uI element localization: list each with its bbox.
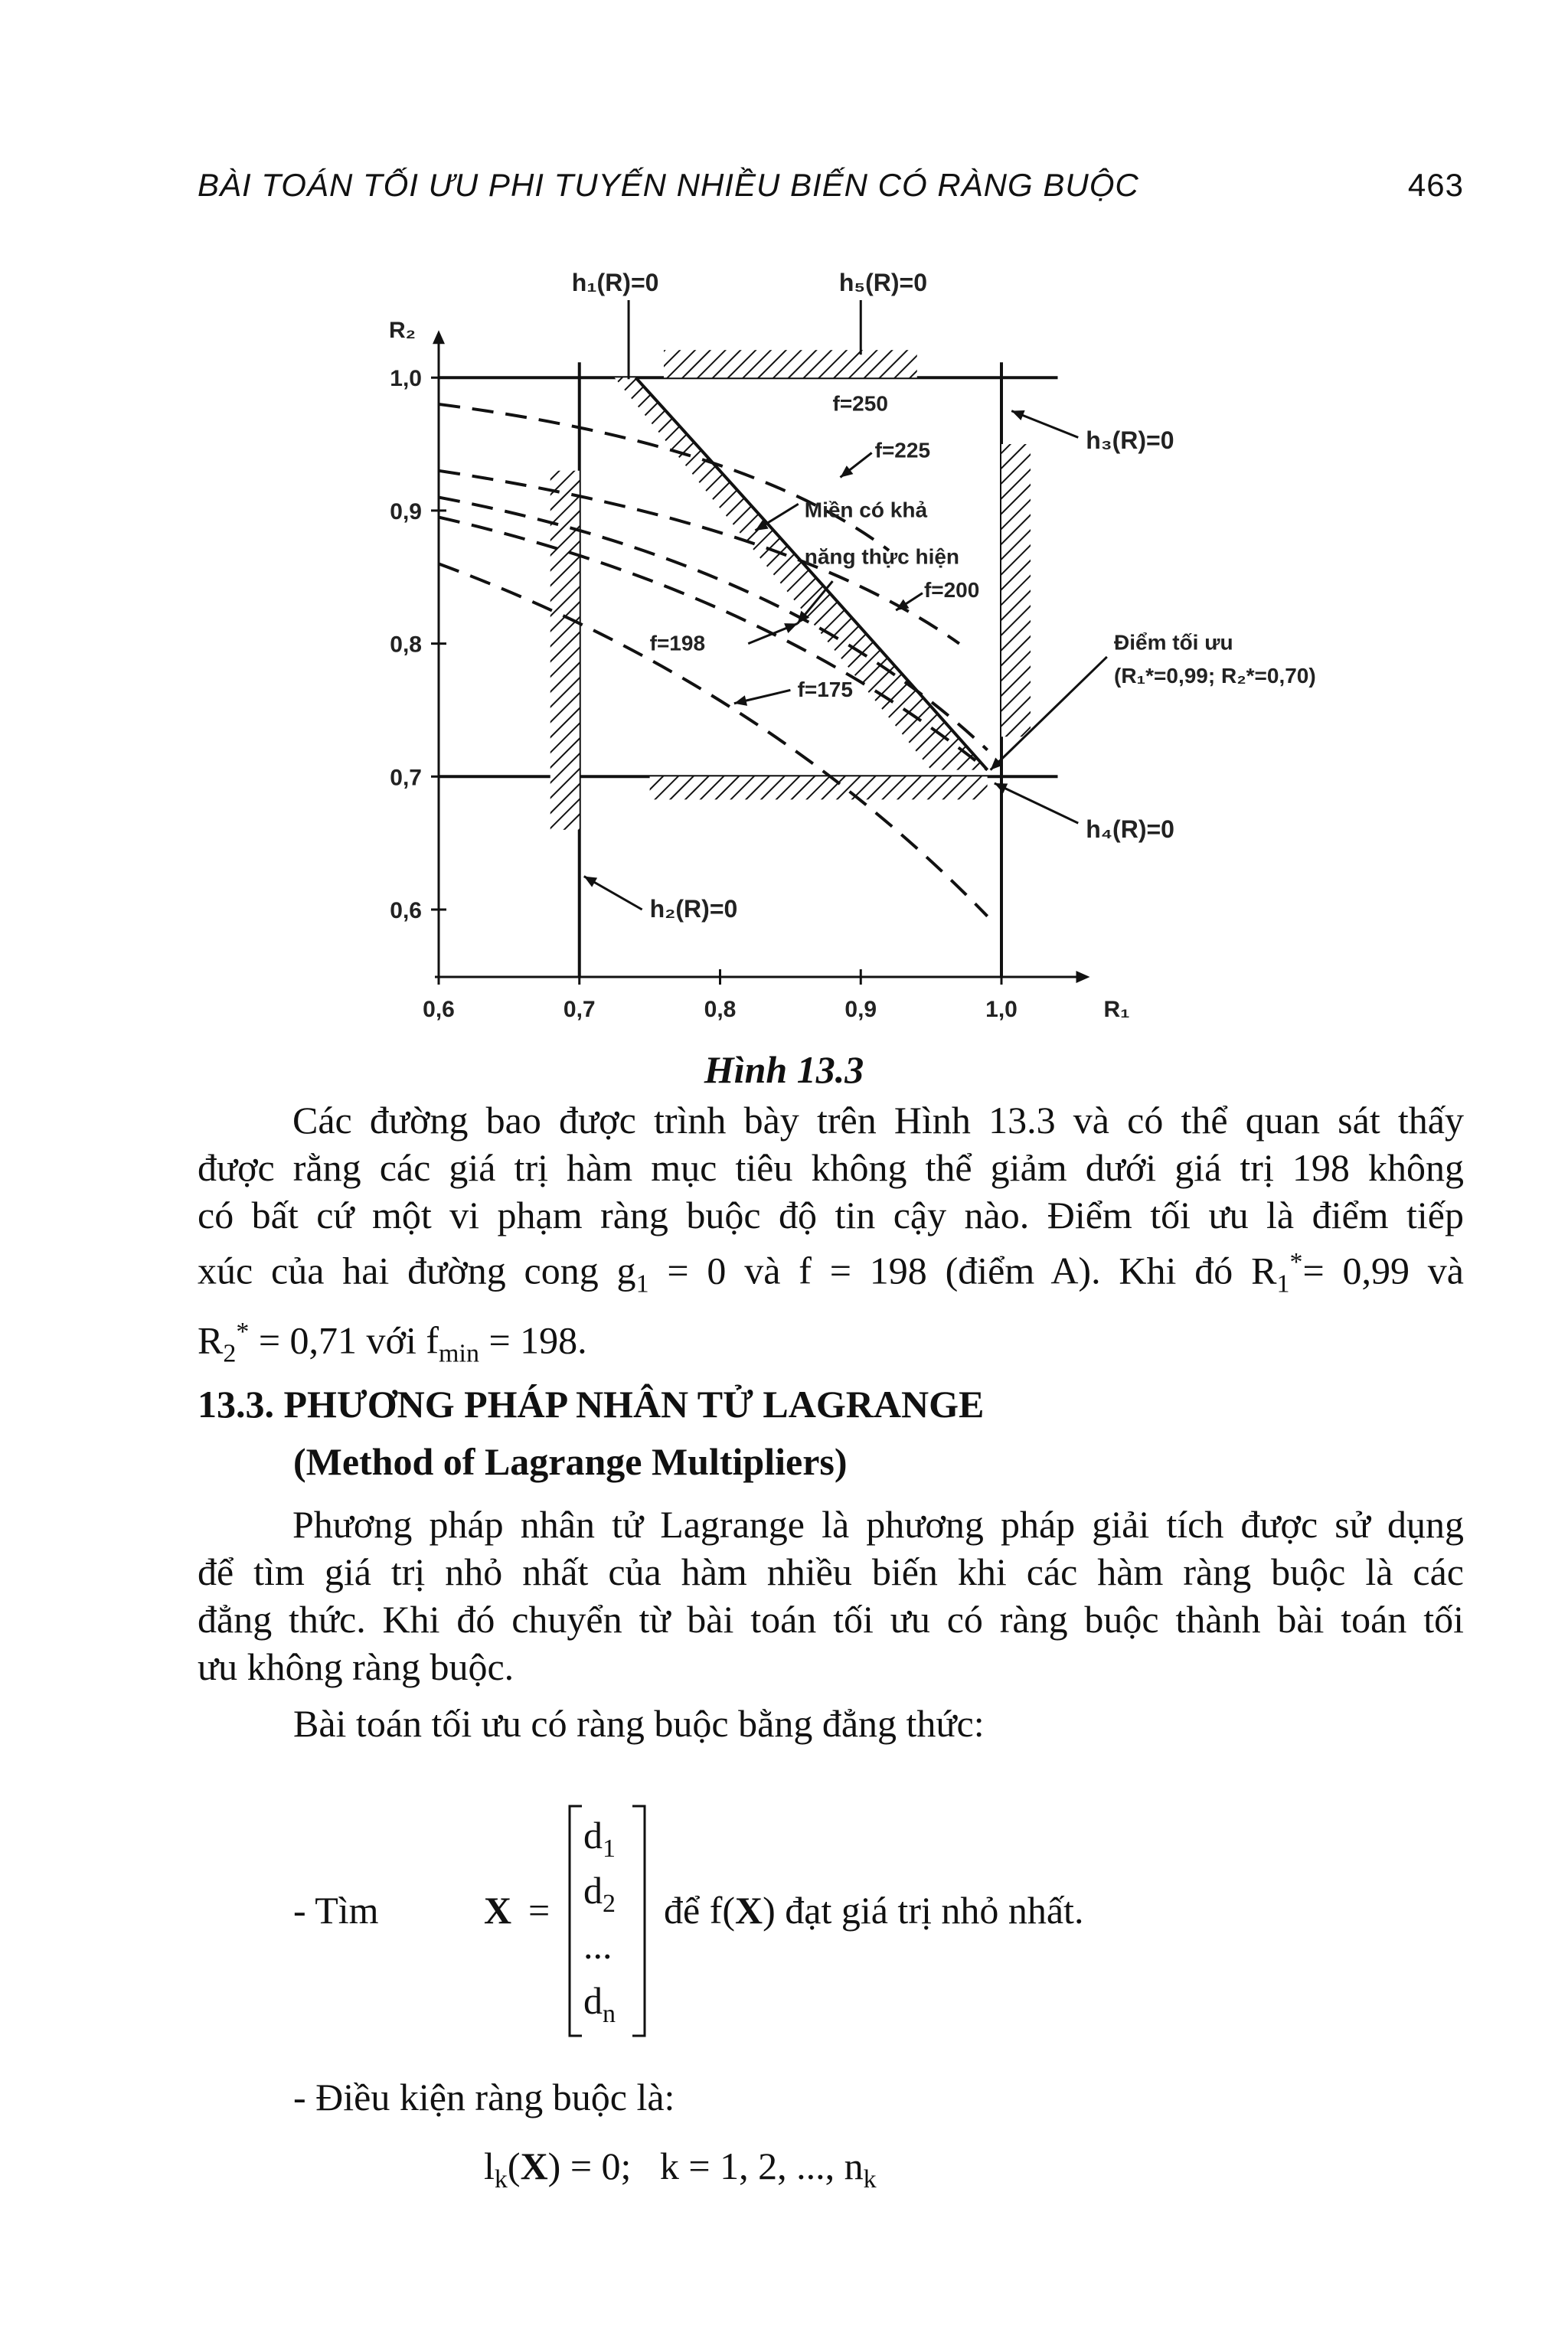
para2-line-4: ưu không ràng buộc.: [198, 1645, 514, 1688]
para2-line-1: Phương pháp nhân tử Lagrange là phương pháp giải tích được sử dụng: [292, 1503, 1464, 1546]
text: ) đạt giá trị nhỏ nhất.: [763, 1889, 1084, 1932]
arrow-f175-head: [734, 695, 747, 706]
figure-13-3: [322, 253, 1332, 1041]
x-tick-label: 0,9: [844, 997, 877, 1022]
label-f225: f=225: [874, 438, 931, 462]
para2-line-2: để tìm giá trị nhỏ nhất của hàm nhiều biến khi các hàm ràng buộc là các: [198, 1550, 1464, 1593]
text: X: [520, 2145, 548, 2187]
hatch-h3: [1001, 444, 1031, 737]
arrow-h3-head: [1011, 410, 1024, 420]
text: = 0 và f = 198 (điểm A). Khi đó R: [648, 1249, 1277, 1292]
hatch-h1: [615, 377, 988, 769]
label-optimum-2: (R₁*=0,99; R₂*=0,70): [1114, 664, 1316, 688]
sub: 1: [635, 1269, 649, 1298]
text: R: [198, 1318, 224, 1362]
y-tick-label: 0,7: [390, 765, 422, 791]
text: ...: [583, 1924, 612, 1967]
label-f198: f=198: [649, 631, 706, 655]
matrix-entry-4: [583, 1978, 616, 2029]
para2-line-3: đẳng thức. Khi đó chuyển từ bài toán tối ưu có ràng buộc thành bài toán tối: [198, 1598, 1464, 1641]
curve-h1: [635, 377, 987, 769]
figure-caption: Hình 13.3: [704, 1048, 864, 1091]
paragraph-3: Bài toán tối ưu có ràng buộc bằng đẳng thức:: [293, 1702, 985, 1745]
label-optimum-1: Điểm tối ưu: [1114, 630, 1233, 655]
contour-175: [439, 564, 988, 916]
x-tick-label: 0,8: [704, 997, 737, 1022]
sub: min: [439, 1339, 479, 1368]
matrix-variable: X: [484, 1889, 512, 1932]
text: (: [507, 2145, 521, 2187]
label-h4: h₄(R)=0: [1086, 815, 1174, 843]
sub: k: [863, 2165, 877, 2194]
section-title: PHƯƠNG PHÁP NHÂN TỬ LAGRANGE: [283, 1383, 985, 1426]
y-tick-label: 0,6: [390, 898, 422, 923]
hatch-h5: [664, 350, 917, 377]
paragraph-2: [198, 1501, 1464, 1690]
page-number: 463: [1407, 167, 1464, 203]
axes: [431, 330, 1090, 985]
text: d: [583, 1979, 603, 2022]
label-h3: h₃(R)=0: [1086, 426, 1174, 455]
y-axis-arrow: [433, 330, 445, 344]
x-axis-label: R₁: [1103, 997, 1130, 1022]
text: xúc của hai đường cong g: [198, 1249, 636, 1292]
text: để f(: [664, 1889, 735, 1932]
matrix-entry-2: [583, 1868, 616, 1919]
equals-sign: =: [528, 1889, 550, 1932]
text: d: [583, 1869, 603, 1912]
page-header: [198, 167, 1464, 204]
constraint-intro: - Điều kiện ràng buộc là:: [293, 2076, 675, 2118]
label-feasible-2: năng thực hiện: [804, 544, 960, 569]
x-tick-label: 0,6: [423, 997, 455, 1022]
text: = 0,99 và: [1302, 1249, 1464, 1292]
sub: k: [494, 2165, 508, 2194]
y-axis-label: R₂: [389, 318, 416, 344]
label-f250: f=250: [832, 391, 888, 416]
label-f200: f=200: [923, 577, 980, 602]
section-number: 13.3.: [198, 1383, 274, 1426]
label-h2: h₂(R)=0: [649, 895, 738, 923]
x-tick-label: 1,0: [985, 997, 1018, 1022]
paragraph-1: [198, 1096, 1464, 1377]
para1-line-4: [198, 1239, 1464, 1308]
constraint-equation: [484, 2144, 877, 2194]
sup: *: [236, 1317, 250, 1346]
label-h5: h₅(R)=0: [838, 269, 927, 296]
sub: 2: [223, 1339, 237, 1368]
x-axis-arrow: [1076, 971, 1090, 983]
arrow-h4: [995, 783, 1078, 823]
y-tick-label: 0,9: [390, 498, 422, 524]
y-tick-label: 0,8: [390, 632, 422, 658]
sub: 1: [603, 1834, 616, 1863]
para1-line-2: được rằng các giá trị hàm mục tiêu không thể giảm dưới giá trị 198 không: [198, 1146, 1464, 1189]
text: d: [583, 1814, 603, 1857]
para1-line-5: [198, 1308, 1464, 1378]
matrix-entry-3: [583, 1923, 612, 1968]
hatch-h4: [650, 776, 988, 799]
text: X: [735, 1889, 763, 1932]
sub: 1: [1276, 1269, 1290, 1298]
header-title: BÀI TOÁN TỐI ƯU PHI TUYẾN NHIỀU BIẾN CÓ RÀNG BUỘC: [198, 167, 1139, 203]
x-tick-label: 0,7: [563, 997, 596, 1022]
sub: n: [603, 2000, 616, 2028]
y-tick-label: 1,0: [390, 366, 422, 392]
find-suffix: [664, 1888, 1083, 1932]
text: l: [484, 2145, 495, 2187]
section-heading: [198, 1382, 984, 1426]
text: ) = 0; k = 1, 2, ..., n: [547, 2145, 864, 2187]
sup: *: [1289, 1248, 1303, 1276]
sub: 2: [603, 1890, 616, 1918]
para1-line-1: Các đường bao được trình bày trên Hình 13.3 và có thể quan sát thấy: [292, 1099, 1464, 1142]
matrix-entry-1: [583, 1813, 616, 1864]
text: = 198.: [479, 1318, 587, 1362]
text: = 0,71 với f: [249, 1318, 439, 1362]
label-f175: f=175: [797, 678, 853, 702]
para1-line-3: có bất cứ một vi phạm ràng buộc độ tin cậy nào. Điểm tối ưu là điểm tiếp: [198, 1194, 1464, 1236]
label-h1: h₁(R)=0: [571, 269, 659, 296]
find-prefix: - Tìm: [293, 1889, 379, 1932]
label-feasible-1: Miền có khả: [804, 498, 928, 522]
section-subtitle: (Method of Lagrange Multipliers): [293, 1440, 848, 1483]
